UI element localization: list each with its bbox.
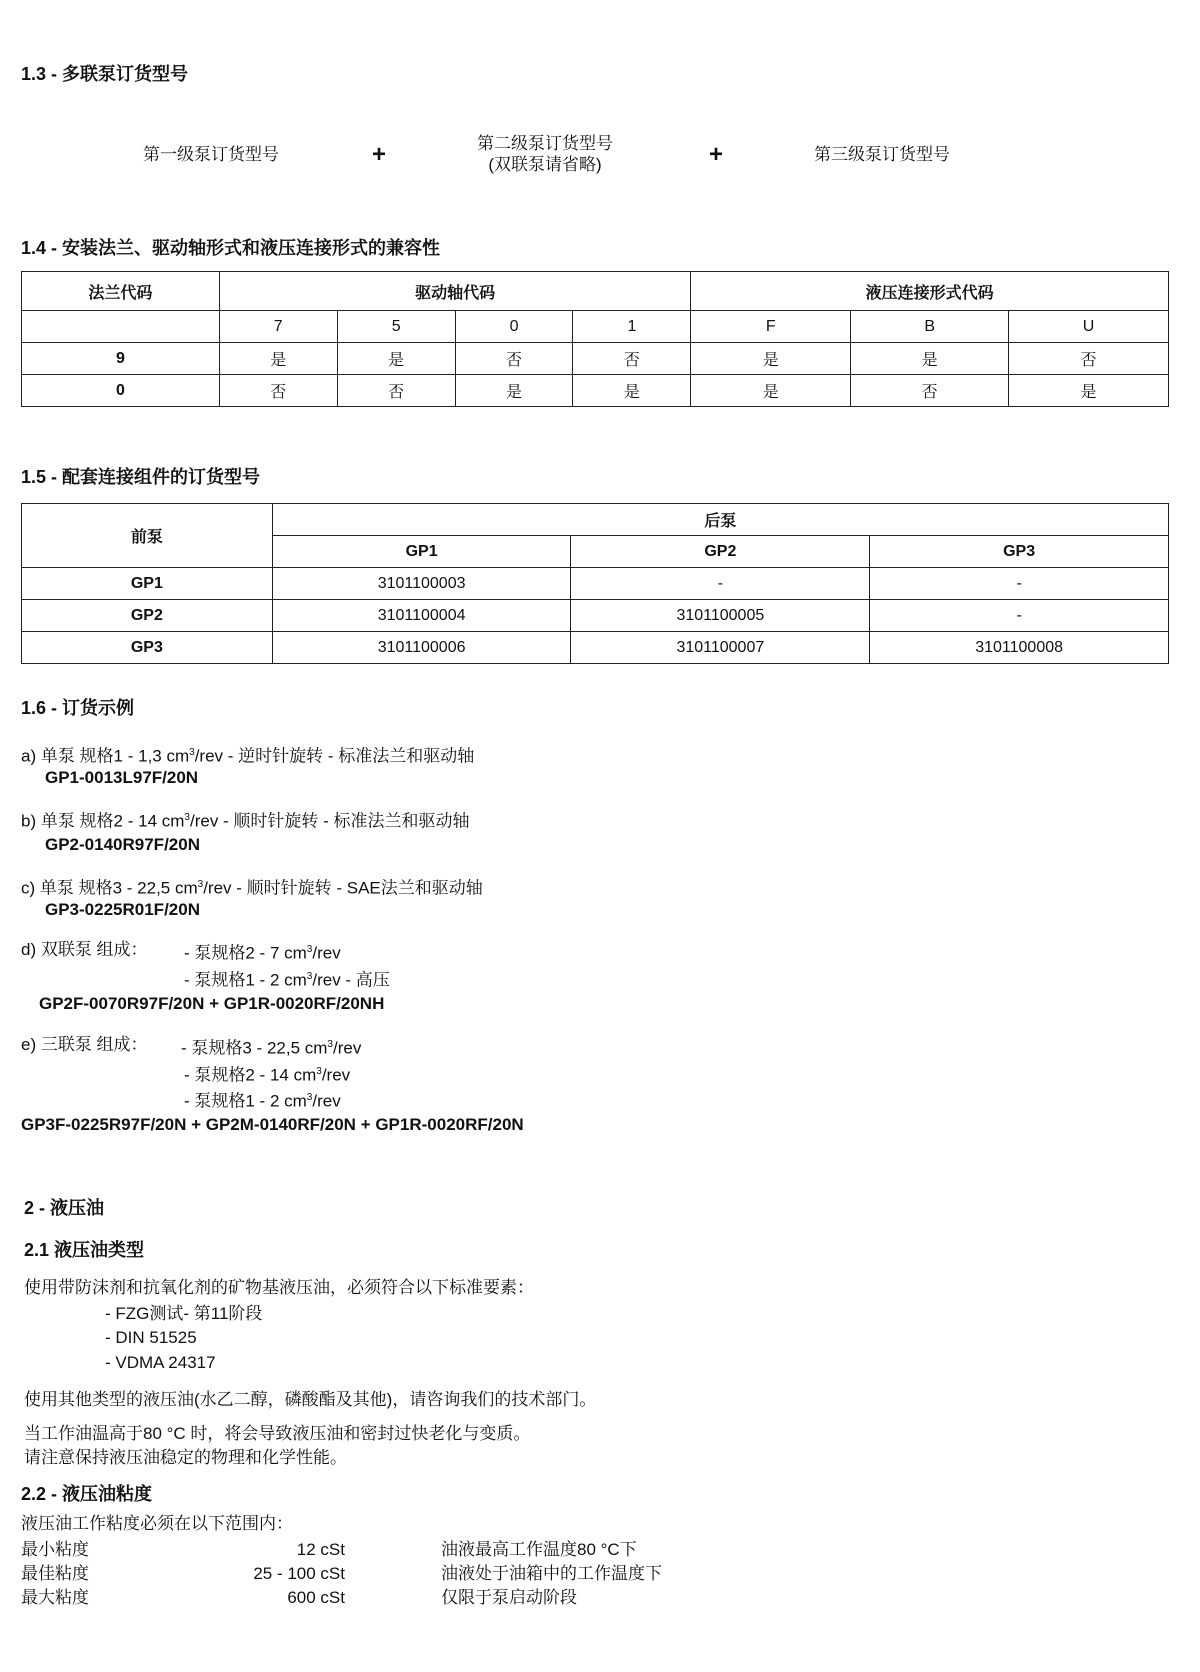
- viscosity-value: 600 cSt: [287, 1588, 345, 1607]
- table-row: GP3 3101100006 3101100007 3101100008: [22, 632, 1169, 664]
- second-stage-note: (双联泵请省略): [488, 155, 602, 174]
- header-connection: 液压连接形式代码: [691, 272, 1169, 311]
- example-e-line3: - 泵规格1 - 2 $cm^3$/rev: [184, 1091, 341, 1111]
- viscosity-value: 12 cSt: [296, 1540, 345, 1559]
- second-stage-label: 第二级泵订货型号: [477, 134, 613, 153]
- first-stage-label: 第一级泵订货型号: [143, 145, 279, 164]
- paragraph: 请注意保持液压油稳定的物理和化学性能。: [24, 1448, 347, 1467]
- plus-sign: +: [371, 141, 387, 168]
- paragraph: 使用带防沫剂和抗氧化剂的矿物基液压油，必须符合以下标准要素：: [24, 1278, 534, 1297]
- code-cell: F: [691, 311, 851, 343]
- viscosity-note: 仅限于泵启动阶段: [441, 1588, 577, 1607]
- viscosity-name: 最小粘度: [21, 1540, 89, 1559]
- section-2-title: 2 - 液压油: [24, 1198, 105, 1218]
- example-c: c) 单泵 规格3 - 22,5 $cm^3$/rev - 顺时针旋转 - SAE法兰和驱动轴: [21, 878, 483, 898]
- viscosity-name: 最大粘度: [21, 1588, 89, 1607]
- example-e-label: e) 三联泵 组成：: [21, 1035, 148, 1054]
- header-shaft: 驱动轴代码: [219, 272, 691, 311]
- code-cell: 5: [337, 311, 455, 343]
- table-row: GP2 3101100004 3101100005 -: [22, 600, 1169, 632]
- example-d-label: d) 双联泵 组成：: [21, 940, 148, 959]
- section-1-5-title: 1.5 - 配套连接组件的订货型号: [21, 467, 261, 487]
- compatibility-table: [21, 271, 1169, 407]
- code-cell: U: [1009, 311, 1169, 343]
- section-1-4-title: 1.4 - 安装法兰、驱动轴形式和液压连接形式的兼容性: [21, 238, 441, 258]
- table-row: 9 是 是 否 否 是 是 否: [22, 343, 1169, 375]
- viscosity-value: 25 - 100 cSt: [253, 1564, 345, 1583]
- header-rear-pump: 后泵: [272, 504, 1168, 536]
- code-cell: B: [851, 311, 1009, 343]
- example-c-code: GP3-0225R01F/20N: [45, 900, 200, 919]
- third-stage-label: 第三级泵订货型号: [814, 145, 950, 164]
- example-e-code: GP3F-0225R97F/20N + GP2M-0140RF/20N + GP1R-0020RF/20N: [21, 1115, 524, 1134]
- example-b-code: GP2-0140R97F/20N: [45, 835, 200, 854]
- example-b: b) 单泵 规格2 - 14 $cm^3$/rev - 顺时针旋转 - 标准法兰和驱动轴: [21, 811, 470, 831]
- section-2-2-title: 2.2 - 液压油粘度: [21, 1484, 153, 1504]
- viscosity-name: 最佳粘度: [21, 1564, 89, 1583]
- code-cell: 1: [573, 311, 691, 343]
- list-item: - FZG测试- 第11阶段: [105, 1304, 263, 1323]
- section-1-3-title: 1.3 - 多联泵订货型号: [21, 64, 189, 84]
- list-item: - VDMA 24317: [105, 1353, 216, 1372]
- header-front-pump: 前泵: [22, 504, 273, 568]
- header-flange: 法兰代码: [22, 272, 220, 311]
- example-e-line2: - 泵规格2 - 14 $cm^3$/rev: [184, 1065, 351, 1085]
- plus-sign: +: [708, 141, 724, 168]
- coupling-kit-table: 前泵 后泵 GP1 GP2 GP3 GP1 3101100003 - - GP2 3101100004 3101100005 - GP3 3101100006 3101100007 3101100008: [21, 503, 1169, 664]
- section-2-1-title: 2.1 液压油类型: [24, 1240, 145, 1260]
- example-d-line2: - 泵规格1 - 2 $cm^3$/rev - 高压: [184, 970, 390, 990]
- table-row: 0 否 否 是 是 是 否 是: [22, 375, 1169, 407]
- paragraph: 使用其他类型的液压油(水乙二醇，磷酸酯及其他)，请咨询我们的技术部门。: [24, 1390, 597, 1409]
- paragraph: 当工作油温高于80 °C 时，将会导致液压油和密封过快老化与变质。: [24, 1424, 531, 1443]
- example-a-code: GP1-0013L97F/20N: [45, 768, 199, 787]
- viscosity-note: 油液处于油箱中的工作温度下: [441, 1564, 662, 1583]
- example-d-code: GP2F-0070R97F/20N + GP1R-0020RF/20NH: [39, 994, 385, 1013]
- example-d-line1: - 泵规格2 - 7 $cm^3$/rev: [184, 943, 341, 963]
- code-cell: 7: [219, 311, 337, 343]
- code-cell: 0: [455, 311, 573, 343]
- paragraph: 液压油工作粘度必须在以下范围内：: [21, 1514, 293, 1533]
- viscosity-note: 油液最高工作温度80 °C下: [441, 1540, 637, 1559]
- table-row: GP1 3101100003 - -: [22, 568, 1169, 600]
- list-item: - DIN 51525: [105, 1328, 197, 1347]
- example-e-line1: - 泵规格3 - 22,5 $cm^3$/rev: [181, 1038, 362, 1058]
- section-1-6-title: 1.6 - 订货示例: [21, 698, 135, 718]
- example-a: a) 单泵 规格1 - 1,3 $cm^3$/rev - 逆时针旋转 - 标准法兰和驱动轴: [21, 746, 475, 766]
